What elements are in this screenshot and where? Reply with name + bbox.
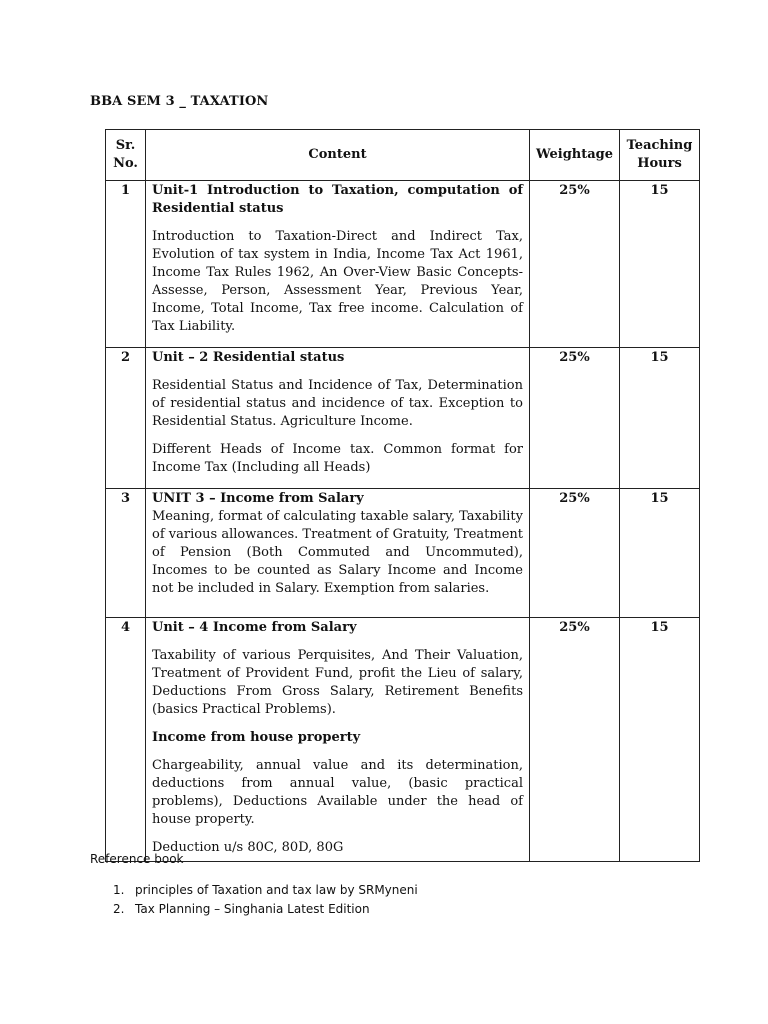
unit-title: Unit – 4 Income from Salary xyxy=(152,620,357,635)
table-row xyxy=(106,618,700,862)
table-row xyxy=(106,489,700,618)
unit-description: Meaning, format of calculating taxable salary, Taxability of various allowances. Treatment of Gratuity, Treatment of Pension (Both Commuted and Uncommuted), Incomes to be counted as Salary Income and Income not be included in Salary. Exemption from salaries. xyxy=(152,509,523,596)
row-sr-no: 4 xyxy=(106,618,146,862)
list-item xyxy=(113,881,418,900)
row-content xyxy=(146,181,530,348)
unit-title: UNIT 3 – Income from Salary xyxy=(152,491,364,506)
header-teaching-hours: Teaching Hours xyxy=(620,130,700,181)
header-content: Content xyxy=(146,130,530,181)
row-weightage: 25% xyxy=(530,489,620,618)
unit-description: Introduction to Taxation-Direct and Indirect Tax, Evolution of tax system in India, Income Tax Act 1961, Income Tax Rules 1962, An Over-View Basic Concepts- Assesse, Person, Assessment Year, Previous Year, Income, Total Income, Tax free income. Calculation of Tax Liability. xyxy=(152,229,523,334)
document-title: BBA SEM 3 _ TAXATION xyxy=(90,94,269,109)
row-content xyxy=(146,348,530,489)
unit-description: Taxability of various Perquisites, And Their Valuation, Treatment of Provident Fund, profit the Lieu of salary, Deductions From Gross Salary, Retirement Benefits (basics Practical Problems). xyxy=(152,648,523,717)
header-weightage: Weightage xyxy=(530,130,620,181)
reference-heading: Reference book xyxy=(90,852,184,866)
table-row xyxy=(106,181,700,348)
header-sr-no: Sr. No. xyxy=(106,130,146,181)
unit-description: Residential Status and Incidence of Tax, Determination of residential status and incidence of tax. Exception to Residential Status. Agriculture Income. xyxy=(152,378,523,429)
reference-list xyxy=(113,881,418,919)
sub-heading: Income from house property xyxy=(152,730,361,745)
row-teaching-hours: 15 xyxy=(620,618,700,862)
row-content xyxy=(146,489,530,618)
unit-description: Different Heads of Income tax. Common format for Income Tax (Including all Heads) xyxy=(152,442,523,475)
unit-title: Unit-1 Introduction to Taxation, computation of Residential status xyxy=(152,183,523,216)
unit-description: Deduction u/s 80C, 80D, 80G xyxy=(152,840,344,855)
list-item-text: Tax Planning – Singhania Latest Edition xyxy=(135,902,370,916)
row-sr-no: 2 xyxy=(106,348,146,489)
row-teaching-hours: 15 xyxy=(620,181,700,348)
list-item-number: 1. xyxy=(113,883,125,897)
list-item-number: 2. xyxy=(113,902,125,916)
list-item-text: principles of Taxation and tax law by SRMyneni xyxy=(135,883,418,897)
list-item xyxy=(113,900,418,919)
table-header-row xyxy=(106,130,700,181)
unit-description: Chargeability, annual value and its determination, deductions from annual value, (basic practical problems), Deductions Available under the head of house property. xyxy=(152,758,523,827)
row-content xyxy=(146,618,530,862)
row-teaching-hours: 15 xyxy=(620,489,700,618)
row-weightage: 25% xyxy=(530,618,620,862)
row-weightage: 25% xyxy=(530,348,620,489)
syllabus-table xyxy=(105,129,700,862)
row-teaching-hours: 15 xyxy=(620,348,700,489)
unit-title: Unit – 2 Residential status xyxy=(152,350,345,365)
row-sr-no: 3 xyxy=(106,489,146,618)
table-row xyxy=(106,348,700,489)
row-weightage: 25% xyxy=(530,181,620,348)
row-sr-no: 1 xyxy=(106,181,146,348)
